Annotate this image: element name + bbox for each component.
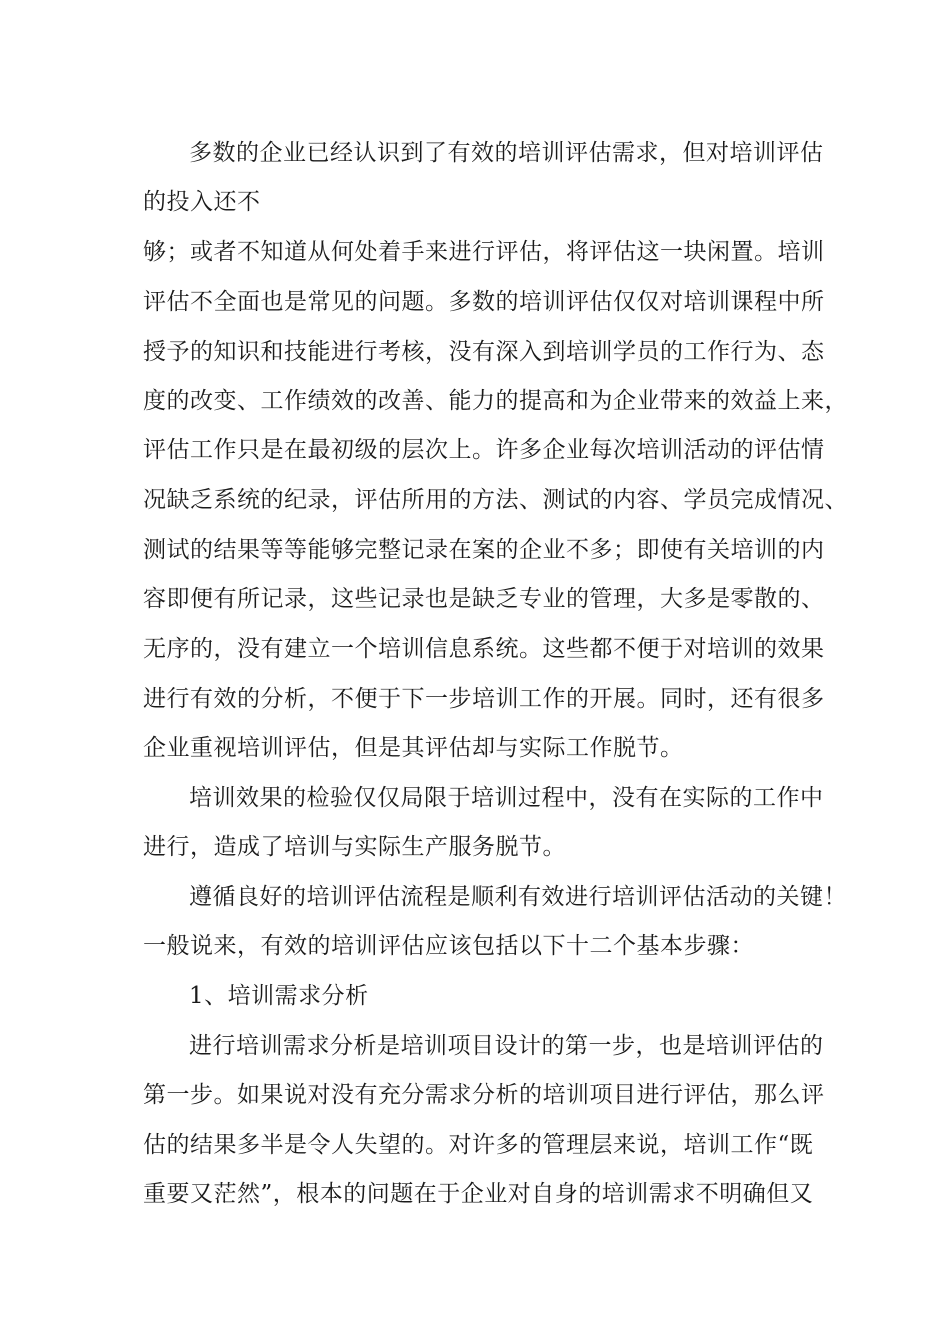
- text-line: 第一步。如果说对没有充分需求分析的培训项目进行评估，那么评: [143, 1082, 825, 1108]
- text-line: 测试的结果等等能够完整记录在案的企业不多；即使有关培训的内: [143, 537, 825, 563]
- text-line: 一般说来，有效的培训评估应该包括以下十二个基本步骤：: [143, 933, 754, 959]
- text-line: 度的改变、工作绩效的改善、能力的提高和为企业带来的效益上来，: [143, 388, 848, 414]
- text-line: 容即便有所记录，这些记录也是缺乏专业的管理，大多是零散的、: [143, 586, 825, 612]
- text-line: 评估不全面也是常见的问题。多数的培训评估仅仅对培训课程中所: [143, 289, 825, 315]
- text-line: 遵循良好的培训评估流程是顺利有效进行培训评估活动的关键！: [189, 884, 847, 910]
- text-line: 企业重视培训评估，但是其评估却与实际工作脱节。: [143, 735, 684, 761]
- text-line: 够；或者不知道从何处着手来进行评估，将评估这一块闲置。培训: [143, 239, 825, 265]
- text-line: 进行有效的分析，不便于下一步培训工作的开展。同时，还有很多: [143, 686, 825, 712]
- text-line: 况缺乏系统的纪录，评估所用的方法、测试的内容、学员完成情况、: [143, 487, 848, 513]
- text-line: 进行，造成了培训与实际生产服务脱节。: [143, 834, 566, 860]
- text-line: 培训效果的检验仅仅局限于培训过程中，没有在实际的工作中: [189, 785, 824, 811]
- text-line: 的投入还不: [143, 189, 261, 215]
- text-line: 估的结果多半是令人失望的。对许多的管理层来说，培训工作“既: [143, 1132, 814, 1158]
- text-line: 多数的企业已经认识到了有效的培训评估需求，但对培训评估: [189, 140, 824, 166]
- text-line: 重要又茫然”，根本的问题在于企业对自身的培训需求不明确但又: [143, 1181, 814, 1207]
- text-line: 授予的知识和技能进行考核，没有深入到培训学员的工作行为、态: [143, 339, 825, 365]
- section-heading: 1、培训需求分析: [189, 983, 369, 1009]
- text-line: 评估工作只是在最初级的层次上。许多企业每次培训活动的评估情: [143, 437, 825, 463]
- text-line: 无序的，没有建立一个培训信息系统。这些都不便于对培训的效果: [143, 636, 825, 662]
- text-line: 进行培训需求分析是培训项目设计的第一步，也是培训评估的: [189, 1033, 824, 1059]
